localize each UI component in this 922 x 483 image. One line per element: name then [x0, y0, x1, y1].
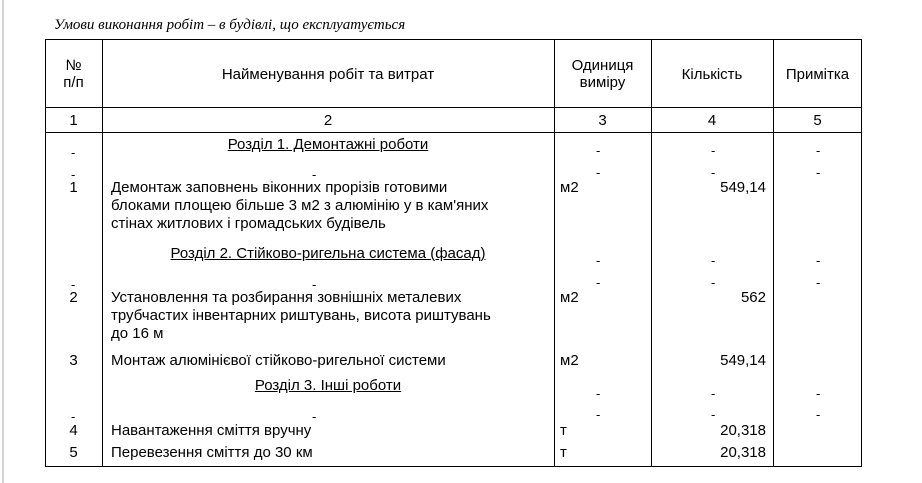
column-number-5: 5 — [813, 112, 822, 129]
placeholder-dash: - — [596, 275, 601, 290]
row-name-line: блоками площею більше 3 м2 з алюмінію у в кам'яних — [111, 197, 489, 214]
work-conditions-caption: Умови виконання робіт – в будівлі, що експлуатується — [54, 17, 406, 33]
header-note: Примітка — [785, 66, 850, 83]
placeholder-dash: - — [596, 386, 601, 401]
placeholder-dash: - — [816, 165, 821, 180]
header-num — [45, 57, 102, 91]
column-divider — [773, 39, 774, 467]
column-number-3: 3 — [598, 112, 607, 129]
header-unit — [554, 57, 651, 91]
column-number-4: 4 — [707, 112, 717, 129]
placeholder-dash: - — [596, 143, 601, 158]
row-qty: 562 — [740, 289, 766, 306]
placeholder-dash: - — [711, 386, 716, 401]
column-numbers-divider — [45, 132, 862, 133]
row-qty: 20,318 — [720, 422, 766, 439]
placeholder-dash: - — [816, 386, 821, 401]
row-name-line: Перевезення сміття до 30 км — [111, 444, 313, 461]
row-name-line: Установлення та розбирання зовнішніх металевих — [111, 289, 462, 306]
section-2-title: Розділ 2. Стійково-ригельна система (фасад) — [170, 245, 486, 262]
row-unit: т — [560, 422, 567, 439]
row-name-line: Монтаж алюмінієвої стійково-ригельної системи — [111, 352, 446, 369]
header-unit-line1: Одиниця — [571, 57, 634, 74]
placeholder-dash: - — [312, 277, 317, 292]
row-name-line: до 16 м — [111, 325, 164, 342]
column-divider — [554, 39, 555, 467]
row-name-line: Демонтаж заповнень віконних прорізів готовими — [111, 179, 448, 196]
placeholder-dash: - — [711, 253, 716, 268]
placeholder-dash: - — [71, 409, 76, 424]
row-name-line: стінах житлових і громадських будівель — [111, 215, 386, 232]
row-name-line: Навантаження сміття вручну — [111, 422, 312, 439]
header-num-label: п/п — [63, 74, 84, 91]
section-1-title: Розділ 1. Демонтажні роботи — [227, 136, 429, 153]
row-num: 2 — [69, 289, 78, 306]
row-unit: м2 — [560, 352, 579, 369]
placeholder-dash: - — [816, 143, 821, 158]
row-num: 3 — [69, 352, 78, 369]
column-number-2: 2 — [323, 112, 333, 129]
section-3-title: Розділ 3. Інші роботи — [254, 377, 402, 394]
header-name: Найменування робіт та витрат — [221, 66, 435, 83]
placeholder-dash: - — [816, 253, 821, 268]
row-qty: 549,14 — [720, 179, 766, 196]
row-num: 4 — [69, 422, 78, 439]
column-divider — [651, 39, 652, 467]
placeholder-dash: - — [596, 407, 601, 422]
placeholder-dash: - — [71, 167, 76, 182]
row-unit: м2 — [560, 179, 579, 196]
placeholder-dash: - — [596, 253, 601, 268]
column-number-1: 1 — [69, 112, 78, 129]
placeholder-dash: - — [596, 165, 601, 180]
placeholder-dash: - — [711, 407, 716, 422]
placeholder-dash: - — [711, 143, 716, 158]
header-num-symbol: № — [65, 57, 82, 74]
row-num: 1 — [69, 179, 78, 196]
row-unit: м2 — [560, 289, 579, 306]
row-name-line: трубчастих інвентарних риштувань, висота риштувань — [111, 307, 491, 324]
placeholder-dash: - — [312, 167, 317, 182]
placeholder-dash: - — [312, 409, 317, 424]
placeholder-dash: - — [71, 145, 76, 160]
header-qty: Кількість — [681, 66, 743, 83]
placeholder-dash: - — [711, 275, 716, 290]
row-num: 5 — [69, 444, 78, 461]
placeholder-dash: - — [816, 275, 821, 290]
header-unit-line2: виміру — [579, 74, 626, 91]
header-divider — [45, 107, 862, 108]
page-edge-rule — [2, 0, 4, 483]
row-qty: 20,318 — [720, 444, 766, 461]
row-qty: 549,14 — [720, 352, 766, 369]
placeholder-dash: - — [816, 407, 821, 422]
placeholder-dash: - — [711, 165, 716, 180]
placeholder-dash: - — [71, 277, 76, 292]
row-unit: т — [560, 444, 567, 461]
